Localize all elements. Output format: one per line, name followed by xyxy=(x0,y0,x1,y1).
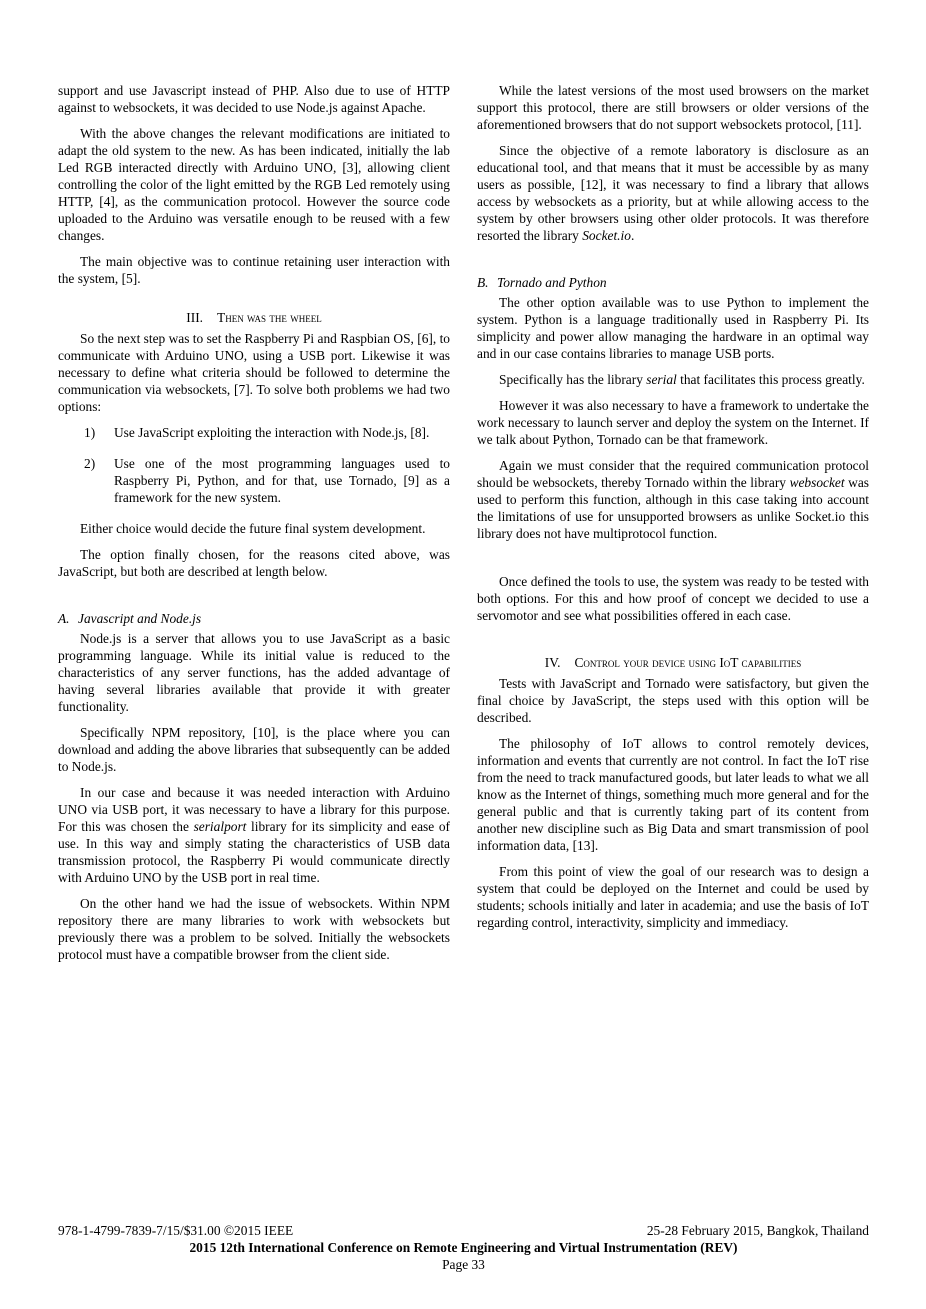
paragraph: The main objective was to continue retaining user interaction with the system, [5]. xyxy=(58,254,450,286)
paragraph: Once defined the tools to use, the system was ready to be tested with both options. For this and how proof of concept we decided to use a servomotor and see what possibilities offered in each case. xyxy=(477,574,869,623)
subsection-label: B. xyxy=(477,275,489,290)
paragraph xyxy=(477,371,869,388)
page-footer xyxy=(58,1222,869,1273)
text-run: Again we must consider that the required communication protocol should be websockets, thereby Tornado within the library xyxy=(477,458,869,490)
paragraph: Specifically NPM repository, [10], is the place where you can download and adding the above libraries that subsequently can be added to Node.js. xyxy=(58,725,450,774)
subsection-label: A. xyxy=(58,611,70,626)
list-item xyxy=(58,424,450,441)
list-item-text: Use one of the most programming languages used to Raspberry Pi, Python, and for that, use Tornado, [9] as a framework for the new system. xyxy=(114,456,450,505)
paragraph xyxy=(58,784,450,886)
footer-row xyxy=(58,1222,869,1239)
left-column xyxy=(58,82,450,972)
paragraph xyxy=(477,457,869,542)
emphasis: serial xyxy=(646,372,677,387)
paragraph: So the next step was to set the Raspberry Pi and Raspbian OS, [6], to communicate with Arduino UNO, using a USB port. Likewise it was necessary to define what criteria should be followed to determine the communication via websockets, [7]. To solve both problems we had two options: xyxy=(58,331,450,414)
text-run: was used to perform this function, although in this case taking into account the limitations of use for unsupported browsers as unlike Socket.io this library does not have multiprotocol function. xyxy=(477,475,869,541)
paragraph: On the other hand we had the issue of websockets. Within NPM repository there are many libraries to work with websockets but previously there was a problem to be solved. Initially the websockets protocol must have a compatible browser from the client side. xyxy=(58,896,450,962)
list-item-text: Use JavaScript exploiting the interaction with Node.js, [8]. xyxy=(114,425,430,440)
text-run: . xyxy=(630,228,635,243)
list-marker: 2) xyxy=(84,456,96,471)
paragraph: The option finally chosen, for the reasons cited above, was JavaScript, but both are described at length below. xyxy=(58,547,450,579)
section-number: III. xyxy=(186,310,204,325)
paragraph: The philosophy of IoT allows to control remotely devices, information and events that currently are not control. In fact the IoT rise from the need to track manufactured goods, but later leads to what we all know as the Internet of things, something much more general and for the general public and that is currently taking part of its content from another new discipline such as Big Data and smart transmission of pool information data, [13]. xyxy=(477,736,869,853)
conference-dates-location: 25-28 February 2015, Bangkok, Thailand xyxy=(646,1223,869,1238)
options-list xyxy=(58,424,450,506)
list-marker: 1) xyxy=(84,425,96,440)
paragraph: The other option available was to use Python to implement the system. Python is a language traditionally used in Raspberry Pi. Its simplicity and power allow managing the hardware in an optimal way and in our case contains libraries to manage USB ports. xyxy=(477,295,869,361)
page-number: Page 33 xyxy=(442,1257,485,1272)
section-number: IV. xyxy=(544,655,561,670)
paragraph: Tests with JavaScript and Tornado were satisfactory, but given the final choice by JavaScript, the steps used with this option will be described. xyxy=(477,676,869,725)
conference-title: 2015 12th International Conference on Remote Engineering and Virtual Instrumentation (REV) xyxy=(189,1240,738,1255)
paragraph: support and use Javascript instead of PHP. Also due to use of HTTP against to websockets, it was decided to use Node.js against Apache. xyxy=(58,83,450,115)
text-run: library for its simplicity and ease of use. In this way and simply stating the characteristics of USB data transmission protocol, the Raspberry Pi would communicate directly with Arduino UNO by the USB port in real time. xyxy=(58,819,450,885)
list-item xyxy=(58,455,450,506)
paragraph: From this point of view the goal of our research was to design a system that could be deployed on the Internet and could be used by students; schools initially and later in academia; and use the basis of IoT regarding control, interactivity, simplicity and immediacy. xyxy=(477,864,869,930)
emphasis: serialport xyxy=(193,819,247,834)
paragraph: Node.js is a server that allows you to use JavaScript as a basic programming language. While its initial value is reduced to the characteristics of any server functions, has the added advantage of having several libraries available that provide it with greater functionality. xyxy=(58,631,450,714)
section-heading-iii xyxy=(58,309,450,326)
paragraph: While the latest versions of the most used browsers on the market support this protocol, there are still browsers or older versions of the aforementioned browsers that do not support websockets protocol, [11]. xyxy=(477,83,869,132)
section-heading-iv xyxy=(477,654,869,671)
text-run: Specifically has the library xyxy=(499,372,647,387)
paragraph: With the above changes the relevant modifications are initiated to adapt the old system to the new. As has been indicated, initially the lab Led RGB interacted directly with Arduino UNO, [3], allowing client controlling the color of the light emitted by the RGB Led remotely using HTTP, [4], as the communication protocol. However the source code uploaded to the Arduino was versatile enough to be reused with a few changes. xyxy=(58,126,450,243)
subsection-title: Javascript and Node.js xyxy=(78,611,202,626)
subsection-heading-a xyxy=(58,610,450,627)
emphasis: Socket.io xyxy=(582,228,631,243)
paragraph: Either choice would decide the future final system development. xyxy=(80,521,426,536)
section-title: Control your device using IoT capabilities xyxy=(574,655,802,670)
emphasis: websocket xyxy=(789,475,845,490)
paragraph xyxy=(477,142,869,244)
text-run: In our case and because it was needed interaction with Arduino UNO via USB port, it was necessary to have a library for this purpose. For this was chosen the xyxy=(58,785,450,834)
section-title: Then was the wheel xyxy=(217,310,322,325)
text-run: Since the objective of a remote laboratory is disclosure as an educational tool, and that means that it must be accessible by as many users as possible, [12], it was necessary to find a library that allows access by websockets as a priority, but at while allowing access to the system by other browsers using other older protocols. It was therefore resorted the library xyxy=(477,143,869,243)
spacer xyxy=(477,551,869,573)
right-column xyxy=(477,82,869,940)
subsection-title: Tornado and Python xyxy=(497,275,607,290)
isbn-copyright: 978-1-4799-7839-7/15/$31.00 ©2015 IEEE xyxy=(58,1223,294,1238)
paragraph: However it was also necessary to have a framework to undertake the work necessary to launch server and deploy the system on the Internet. If we talk about Python, Tornado can be that framework. xyxy=(477,398,869,447)
text-run: that facilitates this process greatly. xyxy=(676,372,865,387)
subsection-heading-b xyxy=(477,274,869,291)
